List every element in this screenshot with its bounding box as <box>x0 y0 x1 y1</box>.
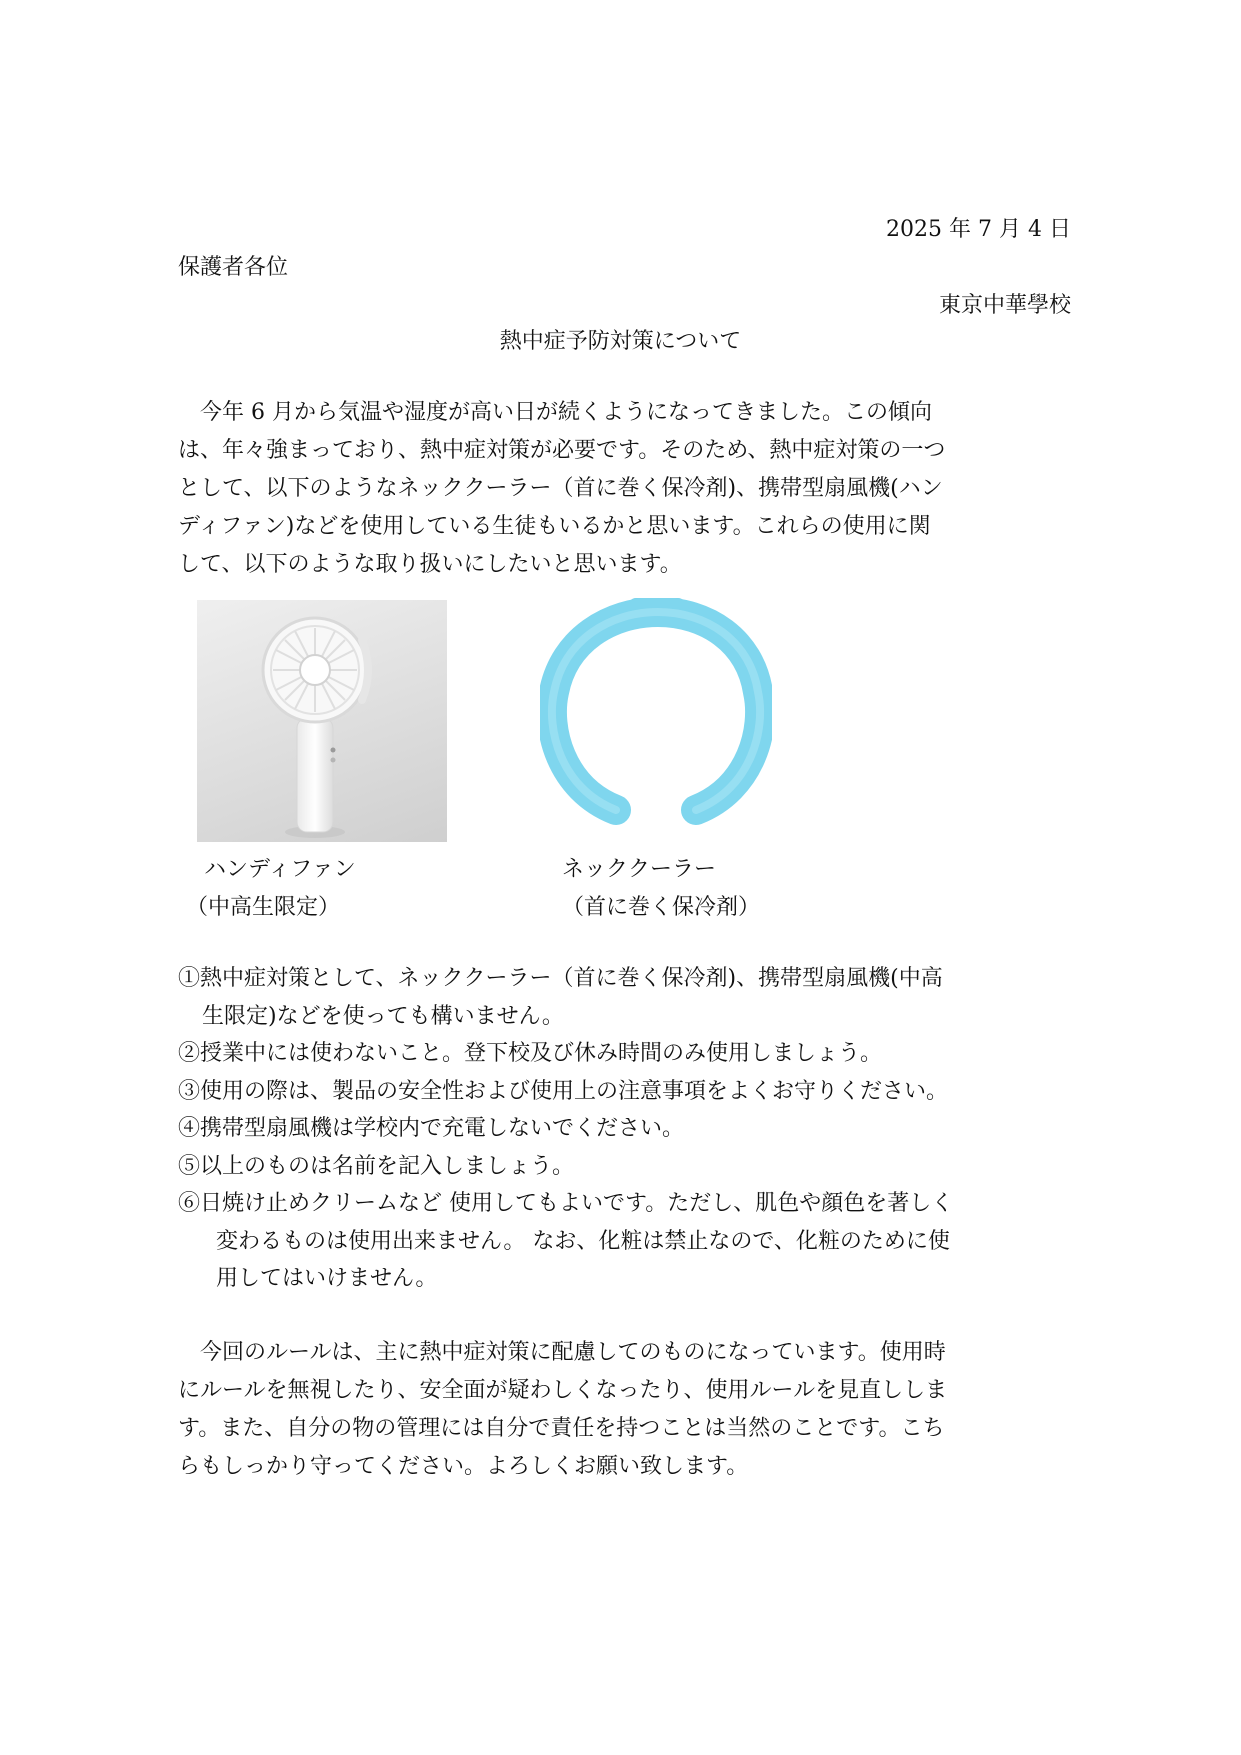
intro-line: ディファン)などを使用している生徒もいるかと思います。これらの使用に関 <box>178 514 931 539</box>
closing-line: 今回のルールは、主に熱中症対策に配慮してのものになっています。使用時 <box>178 1340 946 1365</box>
rule-item <box>178 1110 1068 1148</box>
intro-line: して、以下のような取り扱いにしたいと思います。 <box>178 552 682 577</box>
closing-line: らもしっかり守ってください。よろしくお願い致します。 <box>178 1454 749 1479</box>
neck-cooler-label: ネッククーラー <box>562 857 717 882</box>
sender-school: 東京中華學校 <box>938 293 1071 318</box>
letter-title: 熱中症予防対策について <box>499 329 742 354</box>
handy-fan-image <box>197 600 447 842</box>
rule-line: ④携帯型扇風機は学校内で充電しないでください。 <box>178 1116 685 1141</box>
neck-cooler-image <box>540 598 772 844</box>
rule-item <box>178 1148 1068 1186</box>
closing-line: す。また、自分の物の管理には自分で責任を持つことは当然のことです。こち <box>178 1416 945 1441</box>
intro-paragraph <box>178 394 1066 584</box>
intro-line: として、以下のようなネッククーラー（首に巻く保冷剤)、携帯型扇風機(ハン <box>178 476 943 501</box>
intro-line: は、年々強まっており、熱中症対策が必要です。そのため、熱中症対策の一つ <box>178 438 946 463</box>
rule-line: 生限定)などを使っても構いません。 <box>202 1003 564 1029</box>
rule-item <box>178 960 1068 1035</box>
rules-list <box>178 960 1068 1298</box>
rule-line: ②授業中には使わないこと。登下校及び休み時間のみ使用しましょう。 <box>178 1041 883 1066</box>
handy-fan-icon <box>197 600 447 842</box>
rule-item <box>178 1035 1068 1073</box>
neck-cooler-icon <box>540 598 772 844</box>
rule-line: ①熱中症対策として、ネッククーラー（首に巻く保冷剤)、携帯型扇風機(中高 <box>178 966 943 991</box>
rule-line: ⑤以上のものは名前を記入しましょう。 <box>178 1153 575 1179</box>
rule-item <box>178 1073 1068 1111</box>
intro-line: 今年 6 月から気温や湿度が高い日が続くようになってきました。この傾向 <box>178 400 932 425</box>
recipient: 保護者各位 <box>178 255 289 280</box>
handy-fan-label: ハンディファン <box>204 857 356 882</box>
handy-fan-sublabel: （中高生限定） <box>186 895 341 920</box>
rule-line: ⑥日焼け止めクリームなど 使用してもよいです。ただし、肌色や顔色を著しく <box>178 1191 954 1216</box>
rule-line: 用してはいけません。 <box>216 1266 438 1291</box>
closing-line: にルールを無視したり、安全面が疑わしくなったり、使用ルールを見直ししま <box>178 1378 948 1403</box>
closing-paragraph <box>178 1334 1066 1486</box>
neck-cooler-sublabel: （首に巻く保冷剤） <box>562 895 761 920</box>
letter-date: 2025 年 7 月 4 日 <box>886 217 1071 242</box>
rule-line: 変わるものは使用出来ません。 なお、化粧は禁止なので、化粧のために使 <box>216 1228 950 1254</box>
rule-line: ③使用の際は、製品の安全性および使用上の注意事項をよくお守りください。 <box>178 1078 949 1104</box>
rule-item <box>178 1185 1068 1298</box>
